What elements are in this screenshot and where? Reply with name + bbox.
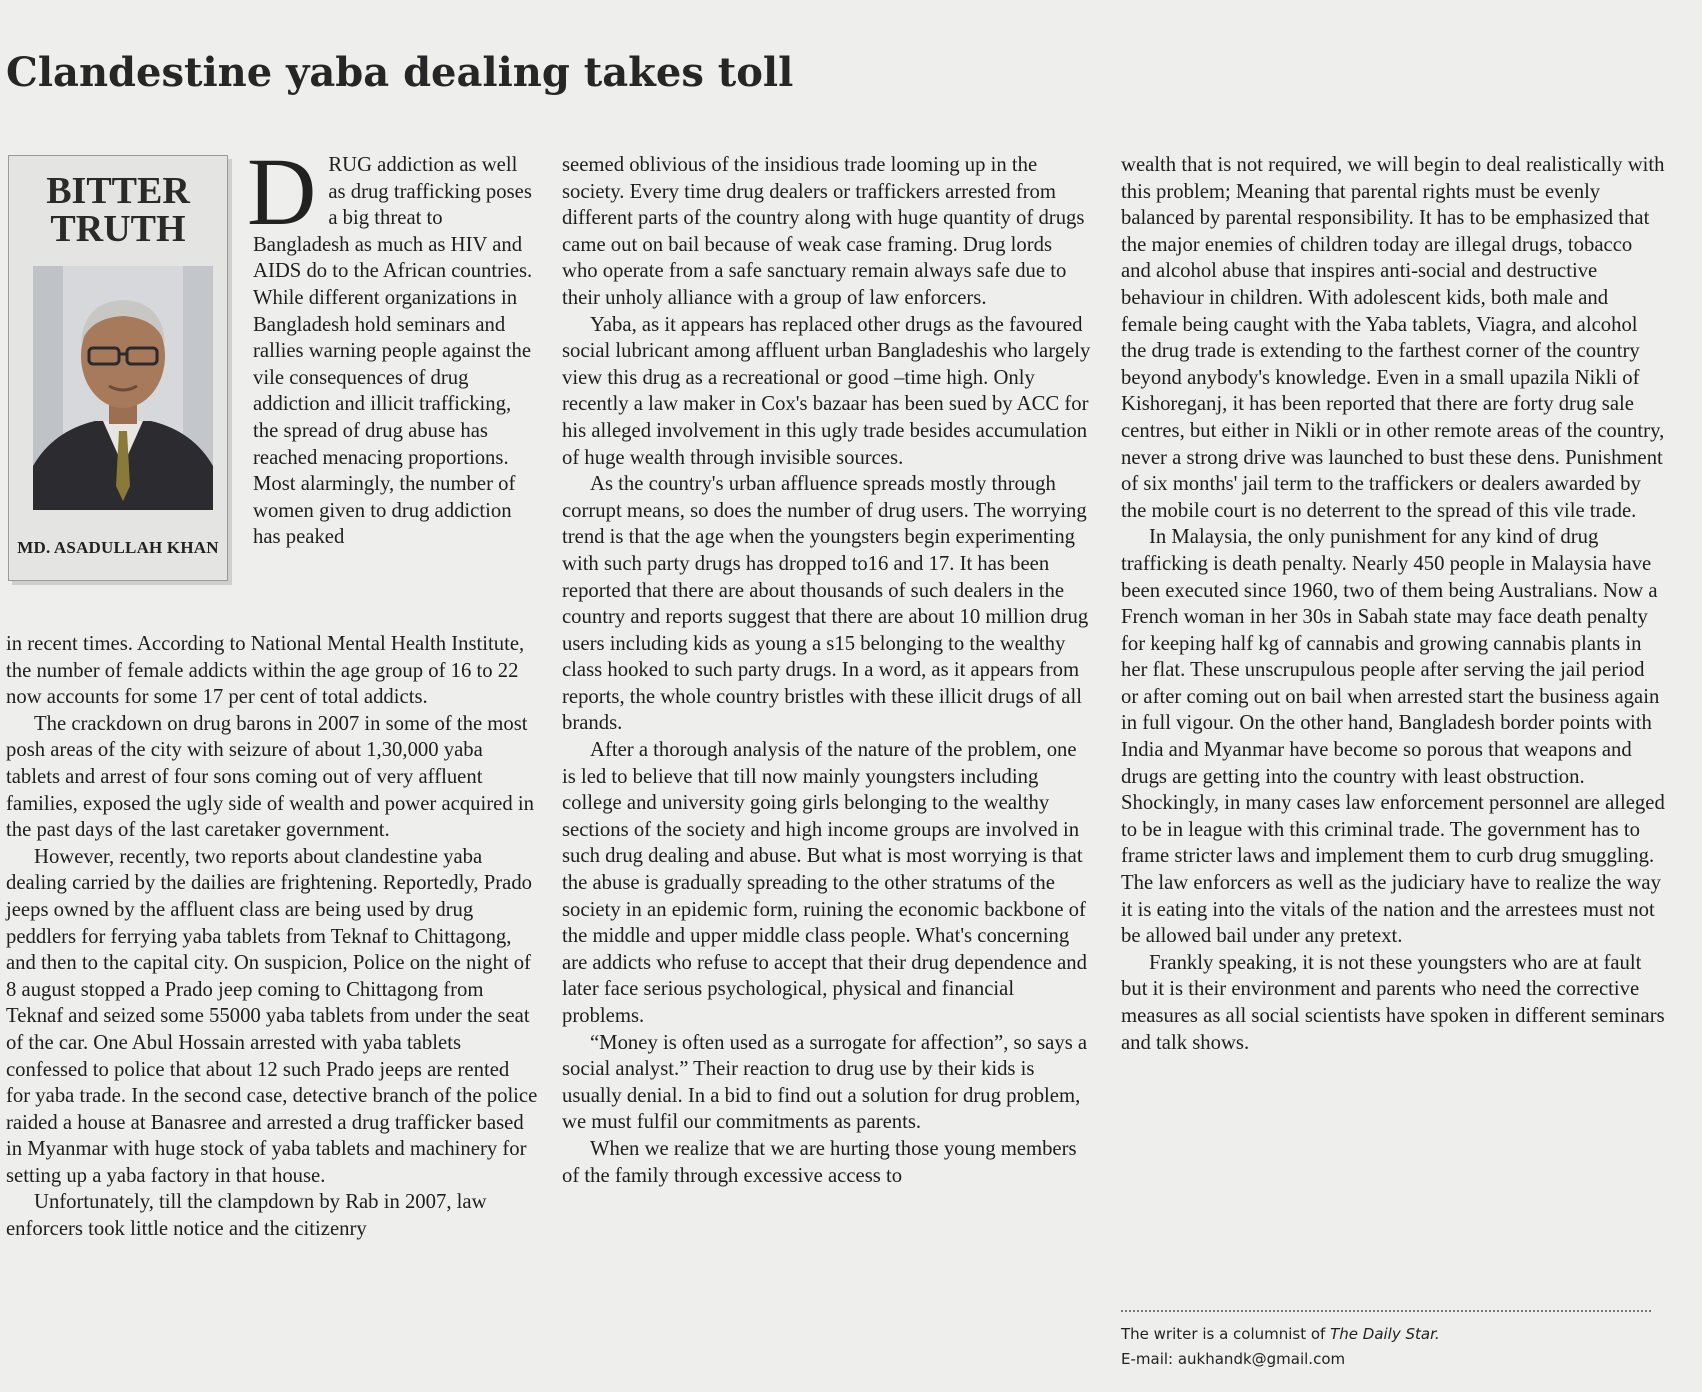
column-label xyxy=(9,172,227,248)
author-photo xyxy=(33,266,213,510)
drop-cap: D xyxy=(247,138,317,245)
paragraph: However, recently, two reports about clandestine yaba dealing carried by the dailies are frightening. Reportedly, Prado jeeps owned by the affluent class are being used by drug peddlers for ferrying yaba tablets from Teknaf to Chittagong, and then to the capital city. On suspicion, Police on the night of 8 august stopped a Prado jeep coming to Chittagong from Teknaf and seized some 55000 yaba tablets from under the seat of the car. One Abul Hossain arrested with yaba tablets confessed to police that about 12 such Prado jeeps are rented for yaba trade. In the second case, detective branch of the police raided a house at Banasree and arrested a drug trafficker based in Myanmar with huge stock of yaba tablets and machinery for setting up a yaba factory in that house. xyxy=(6,845,538,1187)
paragraph: seemed oblivious of the insidious trade looming up in the society. Every time drug dealers or traffickers arrested from different parts of the country along with huge quantity of drugs came out on bail because of weak case framing. Drug lords who operate from a safe sanctuary remain always safe due to their unholy alliance with a group of law enforcers. xyxy=(562,154,1085,309)
paragraph: In Malaysia, the only punishment for any kind of drug trafficking is death penalty. Nearly 450 people in Malaysia have been executed since 1960, two of them being Australians. Now a French woman in her 30s in Sabah state may face death penalty for keeping half kg of cannabis and growing cannabis plants in her flat. These unscrupulous people after serving the jail period or after coming out on bail when arrested start the business again in full vigour. On the other hand, Bangladesh border points with India and Myanmar have become so porous that weapons and drugs are getting into the country with least obstruction. Shockingly, in many cases law enforcement personnel are alleged to be in league with this criminal trade. The government has to frame stricter laws and implement them to curb drug smuggling. The law enforcers as well as the judiciary have to realize the way it is eating into the vitals of the nation and the arrestees must not be allowed bail under any pretext. xyxy=(1121,526,1665,948)
paragraph: When we realize that we are hurting those young members of the family through excessive access to xyxy=(562,1137,1077,1187)
dotted-separator xyxy=(1121,1310,1651,1312)
headline: Clandestine yaba dealing takes toll xyxy=(6,49,794,96)
paragraph: The crackdown on drug barons in 2007 in some of the most posh areas of the city with seizure of about 1,30,000 yaba tablets and arrest of four sons coming out of very affluent families, exposed the ugly side of wealth and power acquired in the past days of the last caretaker government. xyxy=(6,712,534,842)
column-3 xyxy=(1121,152,1666,1056)
paragraph: Frankly speaking, it is not these youngsters who are at fault but it is their environment and parents who need the corrective measures as all social scientists have spoken in different seminars and talk shows. xyxy=(1121,951,1665,1054)
paragraph: After a thorough analysis of the nature of the problem, one is led to believe that till now mainly youngsters including college and university going girls belonging to the wealthy sections of the society and high income groups are involved in such drug dealing and abuse. But what is most worrying is that the abuse is gradually spreading to the other stratums of the society in an epidemic form, ruining the economic backbone of the middle and upper middle class people. What's concerning are addicts who refuse to accept that their drug dependence and later face serious psychological, physical and financial problems. xyxy=(562,739,1087,1027)
column-1-top xyxy=(247,138,538,551)
paragraph: As the country's urban affluence spreads mostly through corrupt means, so does the number of drug users. The worrying trend is that the age when the youngsters begin experimenting with such party drugs has dropped to16 and 17. It has been reported that there are about thousands of such dealers in the country and reports suggest that there are about 10 million drug users including kids as young a s15 belonging to the wealthy class hooked to such party drugs. In a word, as it appears from reports, the whole country bristles with these illicit drugs of all brands. xyxy=(562,473,1089,735)
author-name: MD. ASADULLAH KHAN xyxy=(17,538,219,557)
paragraph: in recent times. According to National Mental Health Institute, the number of female addicts within the age group of 16 to 22 now accounts for some 17 per cent of total addicts. xyxy=(6,633,525,709)
author-email: E-mail: aukhandk@gmail.com xyxy=(1121,1350,1346,1368)
writer-note xyxy=(1121,1325,1440,1343)
paragraph: wealth that is not required, we will begin to deal realistically with this problem; Meaning that parental rights must be evenly balanced by parental responsibility. It has to be emphasized that the major enemies of children today are illegal drugs, tobacco and alcohol abuse that inspires anti-social and destructive behaviour in children. With adolescent kids, both male and female being caught with the Yaba tablets, Viagra, and alcohol the drug trade is extending to the farthest corner of the country beyond anybody's knowledge. Even in a small upazila Nikli of Kishoreganj, it has been reported that there are forty drug sale centres, but either in Nikli or in other remote areas of the country, never a strong drive was launched to bust these dens. Punishment of six months' jail term to the traffickers or dealers awarded by the mobile court is no deterrent to the spread of this vile trade. xyxy=(1121,154,1665,522)
paragraph: Yaba, as it appears has replaced other drugs as the favoured social lubricant among affluent urban Bangladeshis who largely view this drug as a recreational or good –time high. Only recently a law maker in Cox's bazaar has been sued by ACC for his alleged involvement in this ugly trade besides accumulation of huge wealth through invisible sources. xyxy=(562,313,1091,469)
column-label-line2: TRUTH xyxy=(50,208,186,250)
paragraph: “Money is often used as a surrogate for affection”, so says a social analyst.” Their reaction to drug use by their kids is usually denial. In a bid to find out a solution for drug problem, we must fulfil our commitments as parents. xyxy=(562,1031,1088,1134)
paragraph: Unfortunately, till the clampdown by Rab in 2007, law enforcers took little notice and the citizenry xyxy=(6,1191,487,1241)
column-1-bottom xyxy=(6,631,538,1243)
paragraph: RUG addiction as well as drug trafficking poses a big threat to Bangladesh as much as HIV and AIDS do to the African countries. While different organizations in Bangladesh hold seminars and rallies warning people against the vile consequences of drug addiction and illicit trafficking, the spread of drug abuse has reached menacing proportions. Most alarmingly, the number of women given to drug addiction has peaked xyxy=(253,154,533,549)
writer-note-prefix: The writer is a columnist of xyxy=(1121,1325,1331,1343)
newspaper-name: The Daily Star. xyxy=(1330,1325,1440,1343)
author-portrait-image xyxy=(33,266,213,510)
column-byline-box xyxy=(8,155,228,581)
column-2 xyxy=(562,152,1092,1189)
column-label-line1: BITTER xyxy=(46,170,190,212)
